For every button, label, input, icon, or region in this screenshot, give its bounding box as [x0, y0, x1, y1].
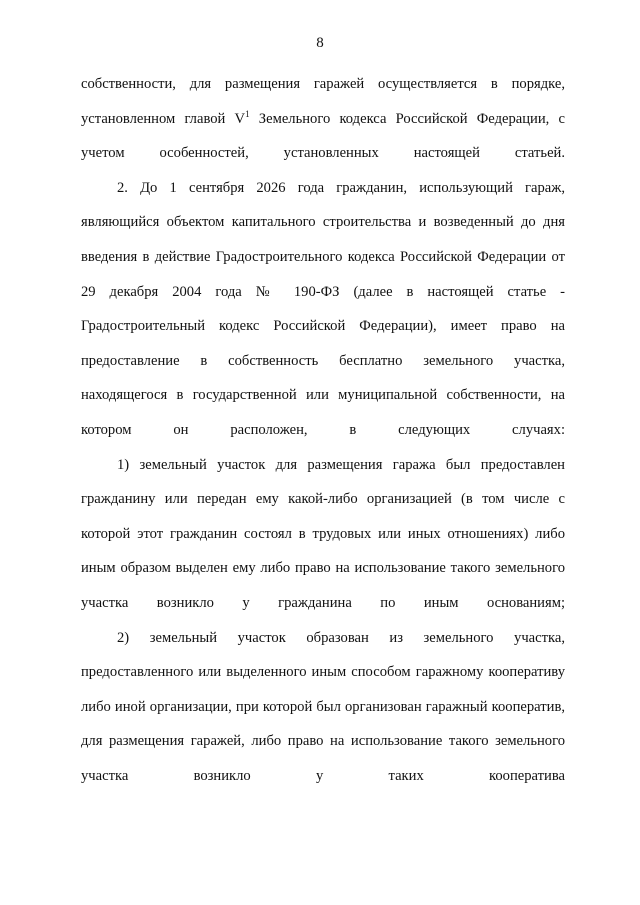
text-line: учетом особенностей, установленных настоящей статьей.: [81, 145, 565, 162]
text-line: собственности, для размещения гаражей осуществляется в порядке,: [81, 76, 565, 92]
text-line: Градостроительный кодекс Российской Федерации), имеет право на: [81, 318, 565, 335]
text-line: земельного участка возникло у гражданина по иным основаниям;: [81, 560, 566, 611]
text-line: установленном главой V: [81, 110, 246, 127]
text-line: введения в действие Градостроительного кодекса Российской Федерации: [81, 248, 547, 265]
text-line: которой этот гражданин состоял в трудовых или иных отношениях) либо: [81, 525, 565, 542]
text-line: от 29 декабря 2004 года № 190-ФЗ (далее в настоящей статье -: [81, 248, 565, 300]
text-line: предоставленного или выделенного иным способом гаражному: [81, 664, 484, 681]
paragraph-subitem-1: [81, 448, 565, 621]
text-line: использование такого земельного участка возникло у таких кооператива: [81, 733, 565, 784]
page-number: 8: [316, 35, 324, 51]
text-line: Земельного кодекса Российской Федерации, с: [258, 110, 565, 127]
text-line: находящегося в государственной или муниципальной собственности, на: [81, 387, 565, 404]
text-line: предоставление в собственность бесплатно земельного участка,: [81, 352, 565, 369]
text-line: гражданину или передан ему какой-либо организацией (в том числе с: [81, 491, 565, 508]
text-line: иным образом выделен ему либо право на использование такого: [81, 560, 491, 577]
text-line: кооперативу либо иной организации, при которой был организован: [81, 664, 565, 715]
text-line: 2) земельный участок образован из земельного участка,: [117, 629, 565, 646]
paragraph-subitem-2: [81, 621, 565, 794]
text-line: котором он расположен, в следующих случаях:: [81, 421, 565, 438]
paragraph-continuation: [81, 67, 565, 171]
text-line: гаражный кооператив, для размещения гаражей, либо право на: [81, 698, 565, 750]
paragraph-item-2: [81, 171, 565, 448]
document-body: [81, 67, 565, 793]
text-line: являющийся объектом капитального строительства и возведенный до дня: [81, 214, 565, 231]
superscript: 1: [245, 108, 250, 119]
text-line: 2. До 1 сентября 2026 года гражданин, использующий гараж,: [117, 179, 565, 196]
text-line: 1) земельный участок для размещения гаража был предоставлен: [117, 456, 565, 473]
